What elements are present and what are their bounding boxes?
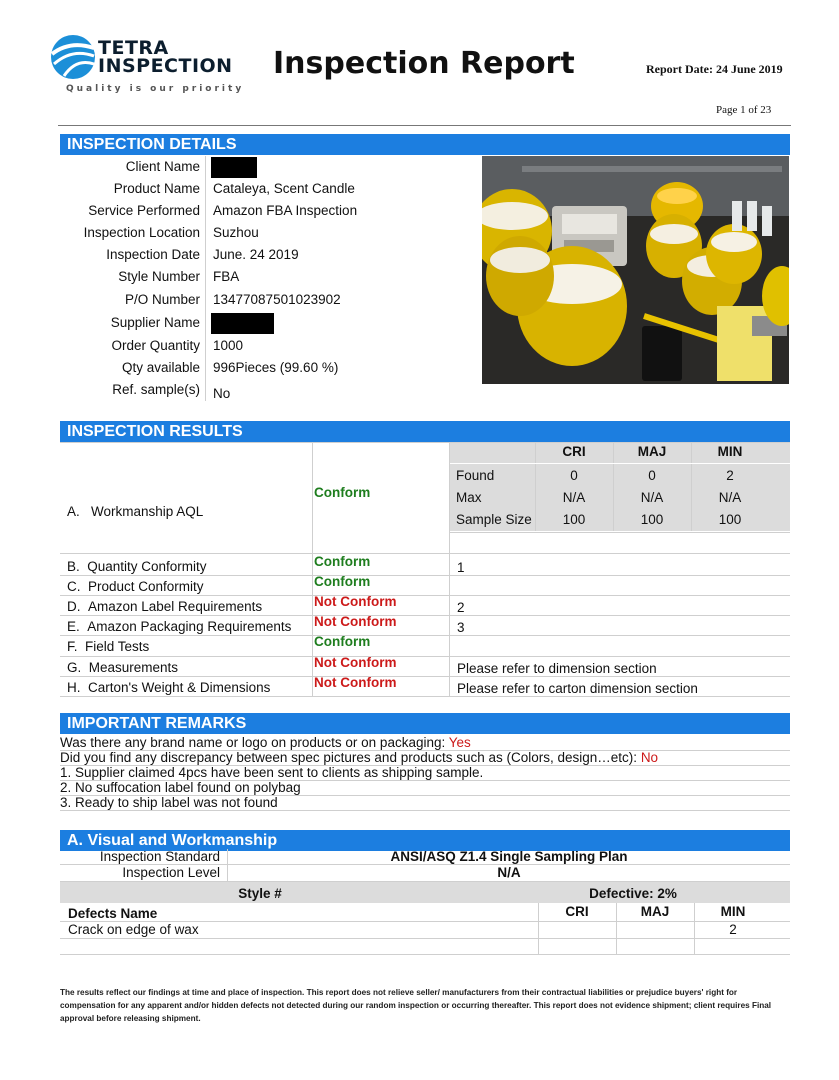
logo-line-2: INSPECTION: [98, 55, 233, 77]
aql-header: CRI: [562, 444, 586, 459]
result-note: Please refer to dimension section: [457, 661, 657, 676]
section-bar-results: INSPECTION RESULTS: [60, 421, 790, 442]
remark-line: 1. Supplier claimed 4pcs have been sent to clients as shipping sample.: [60, 765, 484, 780]
divider: [60, 938, 790, 939]
tetra-logo-icon: [50, 34, 96, 80]
detail-label: Qty available: [121, 360, 200, 375]
remark-answer-2: No: [640, 750, 659, 765]
inspection-standard-value: ANSI/ASQ Z1.4 Single Sampling Plan: [390, 849, 628, 864]
result-status-badge: Not Conform: [314, 614, 397, 629]
detail-label: Client Name: [125, 159, 200, 174]
aql-value: 0: [570, 468, 578, 483]
section-bar-visual: A. Visual and Workmanship: [60, 830, 790, 851]
remark-question-2-text: Did you find any discrepancy between spec pictures and products such as (Colors, design…etc):: [60, 750, 638, 765]
divider: [60, 575, 790, 576]
detail-label: Ref. sample(s): [112, 382, 200, 397]
result-note: 3: [457, 620, 465, 635]
detail-label: Supplier Name: [110, 315, 200, 330]
divider: [60, 696, 790, 697]
redacted-value: [211, 313, 274, 334]
divider: [538, 903, 539, 955]
result-item-name: F. Field Tests: [67, 639, 150, 654]
inspection-level-label: Inspection Level: [122, 865, 220, 880]
detail-value: 13477087501023902: [213, 292, 341, 307]
result-note: Please refer to carton dimension section: [457, 681, 698, 696]
inspection-level-value: N/A: [497, 865, 521, 880]
result-item-name: D. Amazon Label Requirements: [67, 599, 263, 614]
detail-value: 1000: [213, 338, 244, 353]
aql-row-label: Sample Size: [456, 512, 532, 527]
divider: [450, 463, 790, 464]
detail-label: Inspection Location: [83, 225, 200, 240]
result-status-badge: Conform: [314, 485, 371, 500]
divider: [60, 954, 790, 955]
result-status-badge: Not Conform: [314, 594, 397, 609]
divider: [60, 635, 790, 636]
detail-label: Order Quantity: [111, 338, 200, 353]
divider: [60, 442, 790, 443]
aql-value: 2: [726, 468, 734, 483]
report-date: Report Date: 24 June 2019: [646, 62, 783, 76]
divider: [60, 676, 790, 677]
remark-line: 2. No suffocation label found on polybag: [60, 780, 301, 795]
detail-label: P/O Number: [124, 292, 200, 307]
divider: [60, 553, 790, 554]
detail-label: Style Number: [118, 269, 200, 284]
divider: [450, 532, 790, 533]
defect-name: Crack on edge of wax: [68, 922, 199, 937]
style-number-label: Style #: [238, 886, 282, 901]
result-status-badge: Conform: [314, 554, 371, 569]
result-status-badge: Conform: [314, 574, 371, 589]
detail-value: No: [213, 386, 231, 401]
section-bar-remarks: IMPORTANT REMARKS: [60, 713, 790, 734]
result-item-name: C. Product Conformity: [67, 579, 204, 594]
product-photo: [482, 156, 789, 384]
divider: [60, 615, 790, 616]
divider: [60, 595, 790, 596]
result-item-name: H. Carton's Weight & Dimensions: [67, 680, 271, 695]
detail-label: Service Performed: [88, 203, 200, 218]
logo-line-1: TETRA: [98, 37, 169, 59]
divider: [60, 810, 790, 811]
result-note: 1: [457, 560, 465, 575]
company-logo: [50, 34, 250, 98]
header-divider: [58, 125, 791, 126]
aql-value: 100: [640, 512, 664, 527]
result-item-name: E. Amazon Packaging Requirements: [67, 619, 292, 634]
aql-value: 0: [648, 468, 656, 483]
defect-column-header: MIN: [720, 904, 746, 919]
result-status-badge: Not Conform: [314, 655, 397, 670]
remark-answer-1: Yes: [448, 735, 471, 750]
result-note: 2: [457, 600, 465, 615]
detail-value: 996Pieces (99.60 %): [213, 360, 339, 375]
remark-question-2: [60, 750, 658, 765]
inspection-standard-label: Inspection Standard: [99, 849, 220, 864]
aql-row-label: Max: [456, 490, 482, 505]
detail-value: Amazon FBA Inspection: [213, 203, 358, 218]
section-bar-details: INSPECTION DETAILS: [60, 134, 790, 155]
result-status-badge: Not Conform: [314, 675, 397, 690]
defective-rate: Defective: 2%: [589, 886, 677, 901]
remark-question-1: [60, 735, 471, 750]
aql-value: N/A: [562, 490, 586, 505]
result-item-name: A. Workmanship AQL: [67, 504, 204, 519]
aql-value: N/A: [640, 490, 664, 505]
detail-value: Suzhou: [213, 225, 259, 240]
detail-label: Inspection Date: [106, 247, 200, 262]
divider: [312, 443, 313, 696]
divider: [449, 443, 450, 696]
defect-count: 2: [729, 922, 737, 937]
redacted-value: [211, 157, 257, 178]
page-number: Page 1 of 23: [716, 104, 772, 116]
aql-value: 100: [562, 512, 586, 527]
result-item-name: B. Quantity Conformity: [67, 559, 207, 574]
divider: [205, 156, 206, 401]
detail-value: Cataleya, Scent Candle: [213, 181, 355, 196]
result-status-badge: Conform: [314, 634, 371, 649]
aql-value: 100: [718, 512, 742, 527]
page-title: Inspection Report: [273, 46, 575, 81]
divider: [616, 903, 617, 955]
detail-value: June. 24 2019: [213, 247, 299, 262]
detail-value: FBA: [213, 269, 240, 284]
divider: [60, 656, 790, 657]
defect-column-header: MAJ: [640, 904, 670, 919]
defect-column-header: CRI: [565, 904, 589, 919]
defects-name-header: Defects Name: [68, 906, 158, 921]
candle-photo-image: [482, 156, 789, 384]
detail-label: Product Name: [113, 181, 200, 196]
aql-value: N/A: [718, 490, 742, 505]
aql-header: MAJ: [637, 444, 667, 459]
result-item-name: G. Measurements: [67, 660, 179, 675]
remark-line: 3. Ready to ship label was not found: [60, 795, 278, 810]
logo-tagline: Quality is our priority: [66, 84, 245, 94]
aql-header: MIN: [717, 444, 743, 459]
aql-row-label: Found: [456, 468, 495, 483]
divider: [227, 849, 228, 881]
disclaimer-text: The results reflect our findings at time and place of inspection. This report does not relieve seller/ manufacturers from their contractual liabilities or prejudice buyers' right for compensation for any apparent and/or hidden defects not detected during our random inspection or occurring thereafter. This report does not evidence shipment; client requires Final approval before releasing shipment.: [60, 988, 772, 1023]
remark-question-1-text: Was there any brand name or logo on products or on packaging:: [60, 735, 446, 750]
